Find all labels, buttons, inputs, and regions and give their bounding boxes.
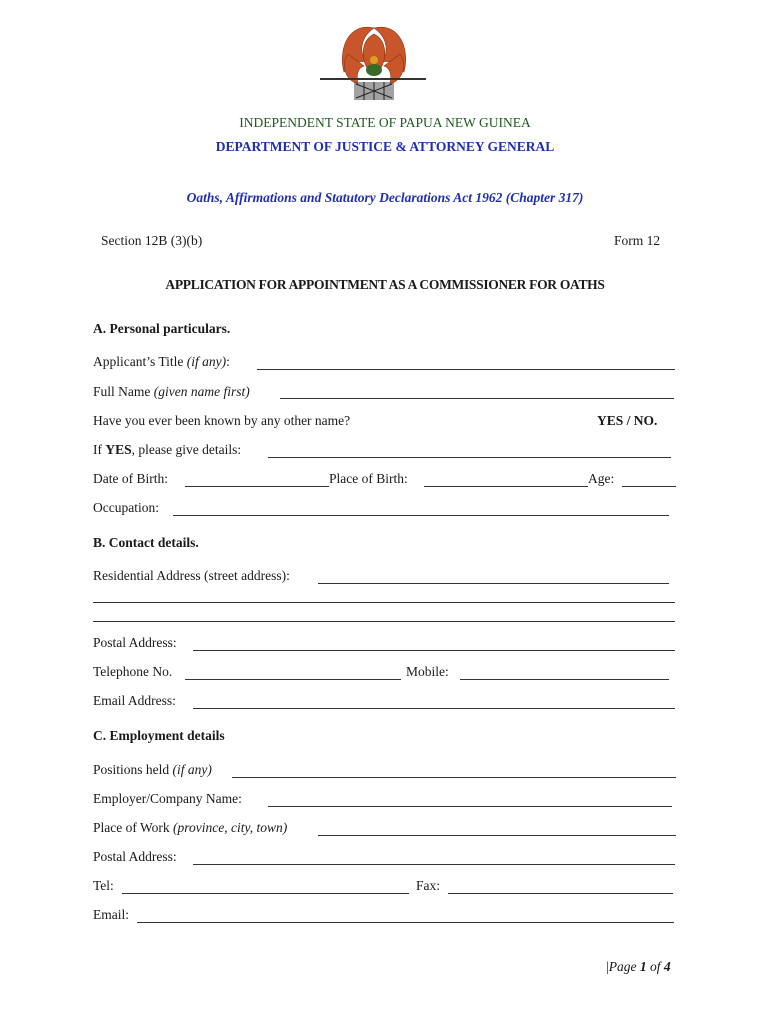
dob-label: Date of Birth:: [93, 471, 168, 486]
residential-label: Residential Address (street address):: [93, 568, 290, 583]
telephone-field[interactable]: [185, 679, 401, 680]
dob-field[interactable]: [185, 486, 329, 487]
work-email-field[interactable]: [137, 922, 674, 923]
page-number: |Page 1 of 4: [606, 959, 671, 974]
form-number: Form 12: [614, 233, 661, 248]
work-postal-field[interactable]: [193, 864, 675, 865]
telephone-label: Telephone No.: [93, 664, 173, 679]
title-field[interactable]: [257, 369, 675, 370]
work-email-label: Email:: [93, 907, 129, 922]
section-a-heading: A. Personal particulars.: [93, 321, 231, 336]
positions-label: Positions held (if any): [93, 762, 212, 777]
postal-field[interactable]: [193, 650, 675, 651]
pob-field[interactable]: [424, 486, 588, 487]
age-label: Age:: [588, 471, 615, 486]
tel-label: Tel:: [93, 878, 114, 893]
png-emblem-icon: [318, 20, 430, 112]
other-name-question: Have you ever been known by any other name?: [93, 413, 351, 428]
mobile-field[interactable]: [460, 679, 669, 680]
department-title: DEPARTMENT OF JUSTICE & ATTORNEY GENERAL: [215, 139, 555, 154]
postal-label: Postal Address:: [93, 635, 177, 650]
age-field[interactable]: [622, 486, 676, 487]
other-name-details-field[interactable]: [268, 457, 671, 458]
fax-label: Fax:: [416, 878, 441, 893]
if-yes-label: If YES, please give details:: [93, 442, 242, 457]
fax-field[interactable]: [448, 893, 673, 894]
section-b-heading: B. Contact details.: [93, 535, 199, 550]
place-of-work-field[interactable]: [318, 835, 676, 836]
section-ref: Section 12B (3)(b): [101, 233, 203, 248]
mobile-label: Mobile:: [406, 664, 449, 679]
occupation-label: Occupation:: [93, 500, 159, 515]
title-label: Applicant’s Title (if any):: [93, 354, 230, 369]
form-title: APPLICATION FOR APPOINTMENT AS A COMMISSIONER FOR OATHS: [165, 277, 605, 292]
employer-field[interactable]: [268, 806, 672, 807]
fullname-field[interactable]: [280, 398, 674, 399]
tel-field[interactable]: [122, 893, 409, 894]
pob-label: Place of Birth:: [329, 471, 408, 486]
positions-field[interactable]: [232, 777, 676, 778]
residential-field-line-2[interactable]: [93, 602, 675, 603]
residential-field-line-3[interactable]: [93, 621, 675, 622]
section-c-heading: C. Employment details: [93, 728, 225, 743]
state-title: INDEPENDENT STATE OF PAPUA NEW GUINEA: [239, 115, 531, 130]
fullname-label: Full Name (given name first): [93, 384, 250, 399]
employer-label: Employer/Company Name:: [93, 791, 242, 806]
work-postal-label: Postal Address:: [93, 849, 177, 864]
residential-field[interactable]: [318, 583, 669, 584]
occupation-field[interactable]: [173, 515, 669, 516]
yes-no-option[interactable]: YES / NO.: [597, 413, 658, 428]
email-address-field[interactable]: [193, 708, 675, 709]
place-of-work-label: Place of Work (province, city, town): [93, 820, 288, 835]
act-title: Oaths, Affirmations and Statutory Declarations Act 1962 (Chapter 317): [186, 190, 584, 205]
email-address-label: Email Address:: [93, 693, 176, 708]
